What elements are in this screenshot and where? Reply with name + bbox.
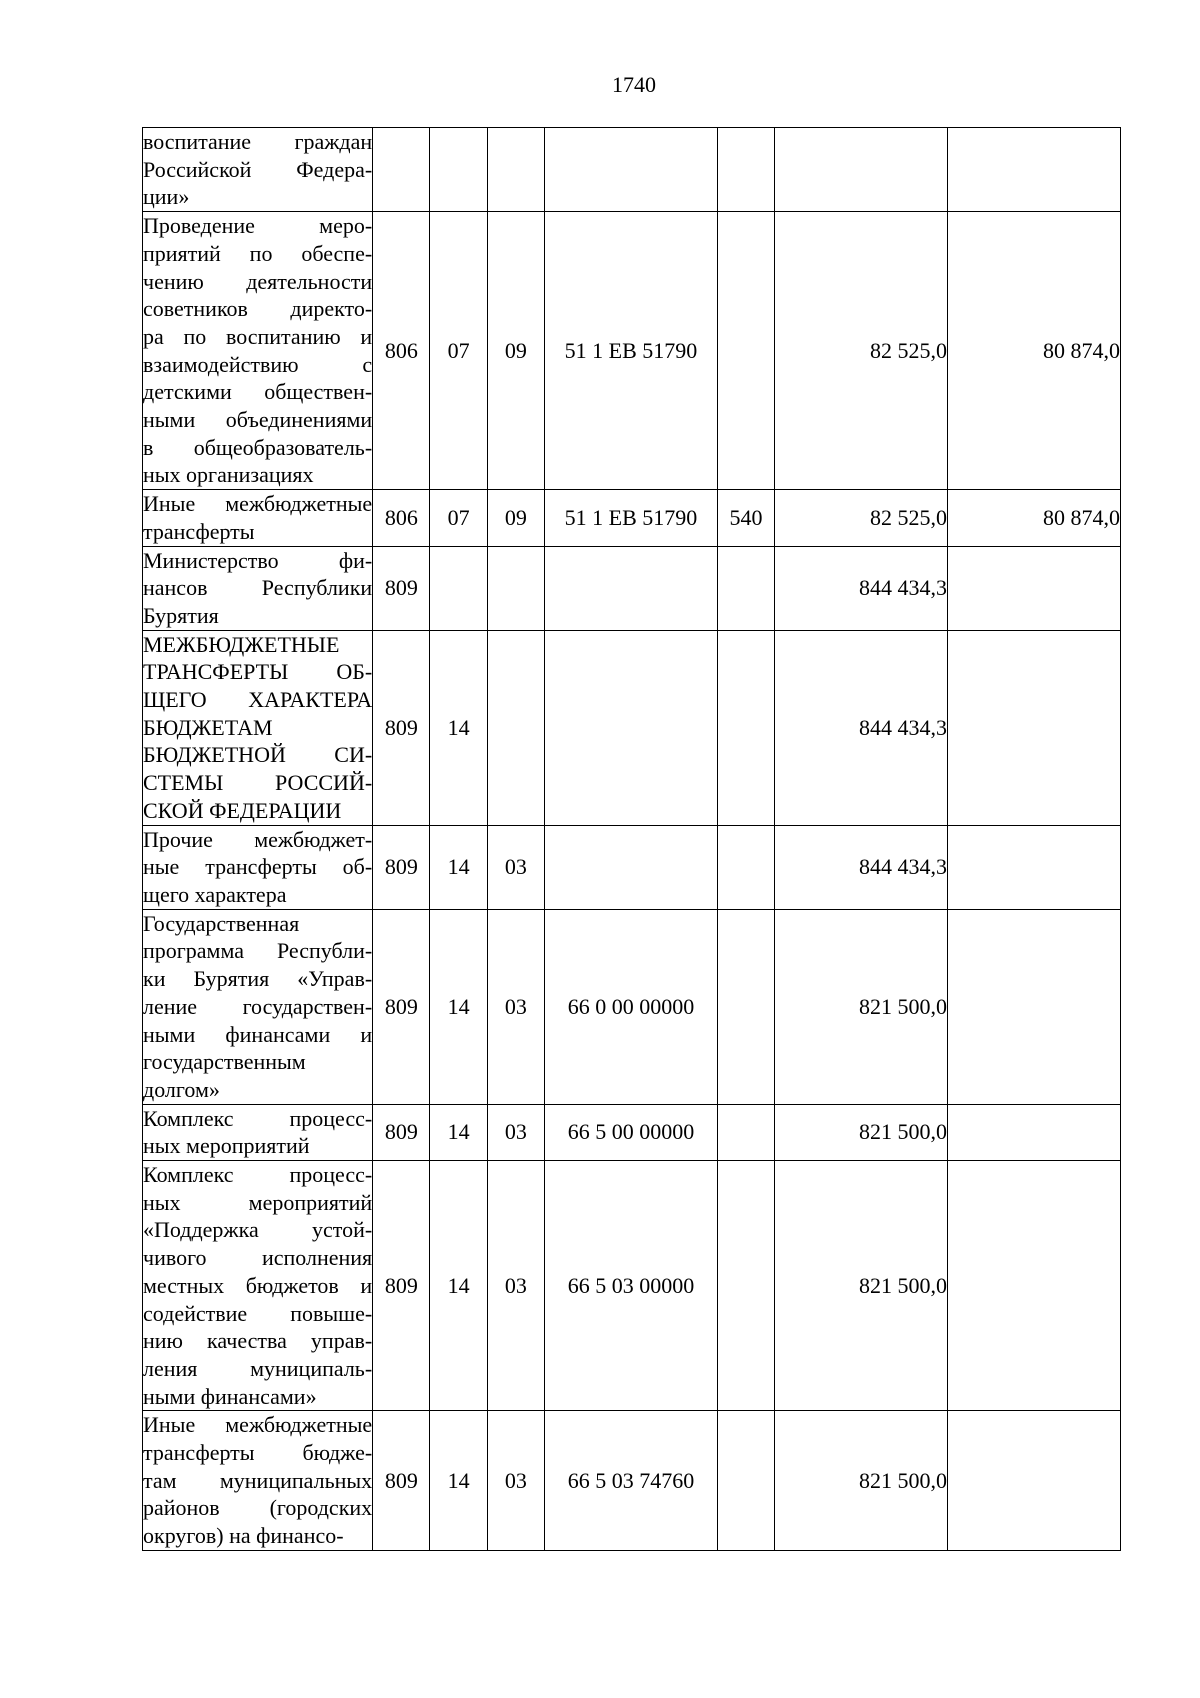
- table-row: [143, 630, 1121, 825]
- cell-subsection: 09: [487, 212, 544, 490]
- cell-target-article: [545, 546, 718, 630]
- cell-expense-type: [717, 1411, 774, 1551]
- cell-ved: 809: [373, 630, 430, 825]
- cell-ved: [373, 128, 430, 212]
- cell-amount-1: 82 525,0: [775, 490, 948, 546]
- cell-amount-1: 844 434,3: [775, 825, 948, 909]
- cell-ved: 809: [373, 1104, 430, 1160]
- cell-subsection: 03: [487, 825, 544, 909]
- name-line: приятий по обеспе-: [143, 240, 373, 266]
- cell-amount-2: [948, 630, 1121, 825]
- name-line: там муниципальных: [143, 1467, 373, 1493]
- cell-ved: 806: [373, 490, 430, 546]
- cell-name: [143, 1411, 373, 1551]
- cell-name: [143, 825, 373, 909]
- cell-expense-type: [717, 630, 774, 825]
- name-line: Иные межбюджетные: [143, 491, 373, 517]
- cell-target-article: [545, 128, 718, 212]
- cell-section: 14: [430, 1104, 487, 1160]
- cell-section: [430, 546, 487, 630]
- name-line: ными финансами»: [143, 1383, 317, 1409]
- table-row: [143, 1411, 1121, 1551]
- cell-name: [143, 1161, 373, 1411]
- name-line: в общеобразователь-: [143, 434, 373, 460]
- cell-expense-type: [717, 1161, 774, 1411]
- name-line: Иные межбюджетные: [143, 1412, 373, 1438]
- cell-target-article: 66 5 03 74760: [545, 1411, 718, 1551]
- name-line: содействие повыше-: [143, 1300, 373, 1326]
- name-line: ления муниципаль-: [143, 1355, 373, 1381]
- name-line: Российской Федера-: [143, 156, 373, 182]
- cell-name: [143, 909, 373, 1104]
- name-line: ра по воспитанию и: [143, 323, 373, 349]
- cell-name: [143, 1104, 373, 1160]
- name-line: ными объединениями: [143, 407, 373, 433]
- name-line: ТРАНСФЕРТЫ ОБ-: [143, 659, 373, 685]
- cell-subsection: 03: [487, 909, 544, 1104]
- cell-name: [143, 630, 373, 825]
- name-line: государственным: [143, 1049, 306, 1075]
- cell-amount-2: [948, 909, 1121, 1104]
- name-line: ных организациях: [143, 462, 314, 488]
- cell-ved: 809: [373, 1161, 430, 1411]
- table-row: [143, 1161, 1121, 1411]
- name-line: Комплекс процесс-: [143, 1162, 373, 1188]
- cell-section: 07: [430, 490, 487, 546]
- name-line: «Поддержка устой-: [143, 1217, 373, 1243]
- page-number: 1740: [612, 72, 656, 97]
- cell-section: 14: [430, 1411, 487, 1551]
- cell-expense-type: [717, 128, 774, 212]
- cell-subsection: 03: [487, 1104, 544, 1160]
- cell-target-article: [545, 630, 718, 825]
- cell-amount-1: 821 500,0: [775, 1411, 948, 1551]
- cell-subsection: 03: [487, 1161, 544, 1411]
- cell-target-article: [545, 825, 718, 909]
- cell-name: [143, 546, 373, 630]
- name-line: Бурятия: [143, 602, 219, 628]
- name-line: воспитание граждан: [143, 129, 373, 154]
- name-line: ЩЕГО ХАРАКТЕРА: [143, 687, 373, 713]
- cell-amount-1: 821 500,0: [775, 1161, 948, 1411]
- name-line: БЮДЖЕТАМ: [143, 714, 273, 740]
- cell-expense-type: 540: [717, 490, 774, 546]
- name-line: программа Республи-: [143, 938, 373, 964]
- name-line: взаимодействию с: [143, 351, 373, 377]
- name-line: ными финансами и: [143, 1021, 373, 1047]
- cell-name: [143, 212, 373, 490]
- name-line: ление государствен-: [143, 993, 373, 1019]
- cell-amount-2: [948, 825, 1121, 909]
- name-line: ных мероприятий: [143, 1189, 373, 1215]
- cell-section: 14: [430, 1161, 487, 1411]
- name-line: ции»: [143, 184, 190, 210]
- name-line: нансов Республики: [143, 575, 373, 601]
- name-line: Министерство фи-: [143, 547, 373, 573]
- name-line: трансферты бюдже-: [143, 1440, 373, 1466]
- name-line: ных мероприятий: [143, 1133, 310, 1159]
- budget-table: [142, 127, 1121, 1551]
- cell-ved: 809: [373, 825, 430, 909]
- cell-name: [143, 490, 373, 546]
- name-line: местных бюджетов и: [143, 1272, 373, 1298]
- name-line: СКОЙ ФЕДЕРАЦИИ: [143, 797, 342, 823]
- name-line: ки Бурятия «Управ-: [143, 966, 373, 992]
- cell-section: 14: [430, 630, 487, 825]
- cell-amount-1: 821 500,0: [775, 909, 948, 1104]
- cell-amount-1: 82 525,0: [775, 212, 948, 490]
- name-line: Прочие межбюджет-: [143, 826, 373, 852]
- name-line: Государственная: [143, 910, 300, 936]
- cell-subsection: [487, 128, 544, 212]
- table-row: [143, 1104, 1121, 1160]
- name-line: долгом»: [143, 1076, 220, 1102]
- cell-section: 14: [430, 825, 487, 909]
- table-row: [143, 909, 1121, 1104]
- cell-name: [143, 128, 373, 212]
- cell-ved: 809: [373, 909, 430, 1104]
- cell-target-article: 66 5 03 00000: [545, 1161, 718, 1411]
- cell-expense-type: [717, 212, 774, 490]
- name-line: нию качества управ-: [143, 1328, 373, 1354]
- cell-section: 07: [430, 212, 487, 490]
- name-line: чивого исполнения: [143, 1245, 373, 1271]
- name-line: ные трансферты об-: [143, 854, 373, 880]
- name-line: округов) на финансо-: [143, 1523, 344, 1549]
- name-line: чению деятельности: [143, 268, 373, 294]
- table-row: [143, 128, 1121, 212]
- cell-expense-type: [717, 546, 774, 630]
- table-row: [143, 825, 1121, 909]
- cell-subsection: 09: [487, 490, 544, 546]
- name-line: районов (городских: [143, 1495, 373, 1521]
- cell-amount-1: [775, 128, 948, 212]
- cell-subsection: [487, 546, 544, 630]
- cell-amount-1: 844 434,3: [775, 546, 948, 630]
- cell-amount-2: [948, 1161, 1121, 1411]
- cell-amount-1: 821 500,0: [775, 1104, 948, 1160]
- name-line: Проведение меро-: [143, 213, 373, 239]
- name-line: трансферты: [143, 518, 255, 544]
- name-line: советников директо-: [143, 296, 373, 322]
- cell-amount-2: [948, 1104, 1121, 1160]
- table-row: [143, 546, 1121, 630]
- cell-amount-2: [948, 546, 1121, 630]
- name-line: БЮДЖЕТНОЙ СИ-: [143, 742, 373, 768]
- cell-expense-type: [717, 825, 774, 909]
- table-body: [143, 128, 1121, 1551]
- cell-target-article: 51 1 ЕВ 51790: [545, 490, 718, 546]
- name-line: СТЕМЫ РОССИЙ-: [143, 770, 373, 796]
- cell-amount-2: [948, 128, 1121, 212]
- cell-section: 14: [430, 909, 487, 1104]
- cell-section: [430, 128, 487, 212]
- cell-expense-type: [717, 909, 774, 1104]
- name-line: щего характера: [143, 881, 287, 907]
- cell-amount-2: 80 874,0: [948, 490, 1121, 546]
- name-line: детскими обществен-: [143, 379, 373, 405]
- table-row: [143, 490, 1121, 546]
- cell-amount-2: 80 874,0: [948, 212, 1121, 490]
- cell-ved: 806: [373, 212, 430, 490]
- cell-target-article: 66 5 00 00000: [545, 1104, 718, 1160]
- cell-subsection: 03: [487, 1411, 544, 1551]
- cell-target-article: 51 1 ЕВ 51790: [545, 212, 718, 490]
- cell-subsection: [487, 630, 544, 825]
- cell-target-article: 66 0 00 00000: [545, 909, 718, 1104]
- table-row: [143, 212, 1121, 490]
- name-line: МЕЖБЮДЖЕТНЫЕ: [143, 631, 340, 657]
- cell-amount-2: [948, 1411, 1121, 1551]
- name-line: Комплекс процесс-: [143, 1105, 373, 1131]
- cell-ved: 809: [373, 546, 430, 630]
- cell-expense-type: [717, 1104, 774, 1160]
- cell-amount-1: 844 434,3: [775, 630, 948, 825]
- cell-ved: 809: [373, 1411, 430, 1551]
